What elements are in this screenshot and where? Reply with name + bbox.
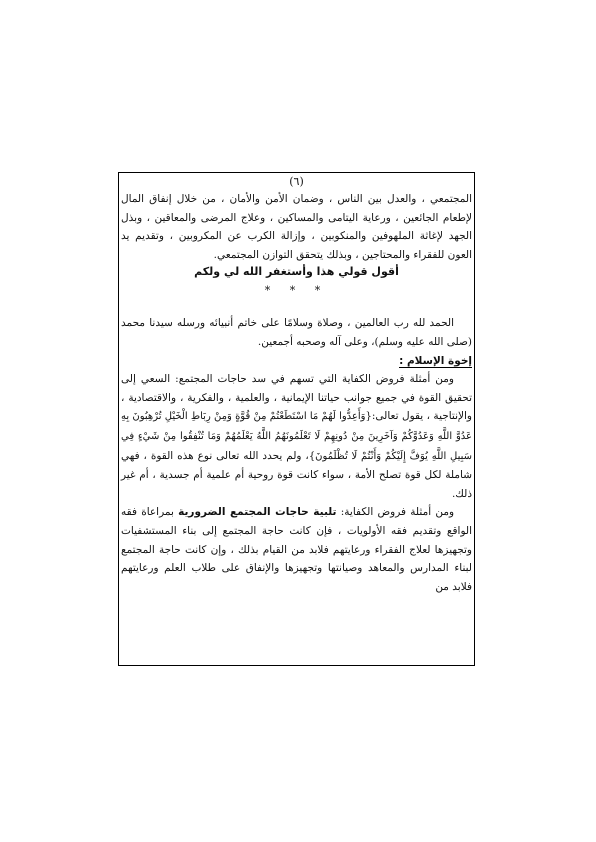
closing-supplication: أقول قولي هذا وأستغفر الله لي ولكم: [194, 265, 399, 279]
separator-stars: * * *: [264, 284, 329, 298]
strength-intro: ومن أمثلة فروض الكفاية التي تسهم في سد حاجات المجتمع: السعي إلى تحقيق القوة في جميع جوانب حياتنا الإيمانية ، والعلمية ، والفكرية ، والاقتصادية ، والإنتاجية ، يقول تعالى:: [121, 373, 472, 423]
paragraph-praise: الحمد لله رب العالمين ، وصلاة وسلامًا على خاتم أنبيائه ورسله سيدنا محمد (صلى الله عليه وسلم)، وعلى آله وصحبه أجمعين.: [121, 317, 472, 348]
needs-intro: ومن أمثلة فروض الكفاية:: [340, 506, 455, 519]
paragraph-needs: [121, 503, 472, 596]
needs-rest: بمراعاة فقه الواقع وتقديم فقه الأولويات ، فإن كانت حاجة المجتمع إلى بناء المستشفيات وتجهيزها لعلاج الفقراء ورعايتهم فلابد من القيام بذلك ، وإن كانت حاجة المجتمع لبناء المدارس والمعاهد وصيانتها وتجهيزها والإنفاق على طلاب العلم ورعايتهم فلابد من: [121, 506, 472, 593]
paragraph-social-balance: المجتمعي ، والعدل بين الناس ، وضمان الأمن والأمان ، من خلال إنفاق المال لإطعام الجائعين ، ورعاية اليتامى والمساكين ، وعلاج المرضى والمعاقين ، وبذل الجهد لإغاثة الملهوفين والمنكوبين ، وإزالة الكرب عن المكروبين ، وتقديم يد العون للفقراء والمحتاجين ، وبذلك يتحقق التوازن المجتمعي.: [121, 193, 472, 261]
section-heading: [121, 352, 472, 371]
strength-rest: ، ولم يحدد الله تعالى نوع هذه القوة ، فهي شاملة لكل قوة تصلح الأمة ، سواء كانت قوة روحية أم علمية أم جسدية ، أم غير ذلك.: [121, 449, 472, 500]
needs-emphasis: تلبية حاجات المجتمع الضرورية: [178, 506, 337, 519]
page-number: (٦): [289, 175, 304, 188]
quran-verse: {وَأَعِدُّوا لَهُمْ مَا اسْتَطَعْتُمْ مِنْ قُوَّةٍ وَمِنْ رِبَاطِ الْخَيْلِ تُرْهِبُونَ بِهِ عَدُوَّ اللَّهِ وَعَدُوَّكُمْ وَآخَرِينَ مِنْ دُونِهِمْ لَا تَعْلَمُونَهُمُ اللَّهُ يَعْلَمُهُمْ وَمَا تُنْفِقُوا مِنْ شَيْءٍ فِي سَبِيلِ اللَّهِ يُوَفَّ إِلَيْكُمْ وَأَنْتُمْ لَا تُظْلَمُونَ}: [121, 411, 472, 462]
section-heading-text: إخوة الإسلام :: [399, 354, 472, 367]
document-body: [121, 174, 472, 596]
paragraph-strength: [121, 370, 472, 503]
